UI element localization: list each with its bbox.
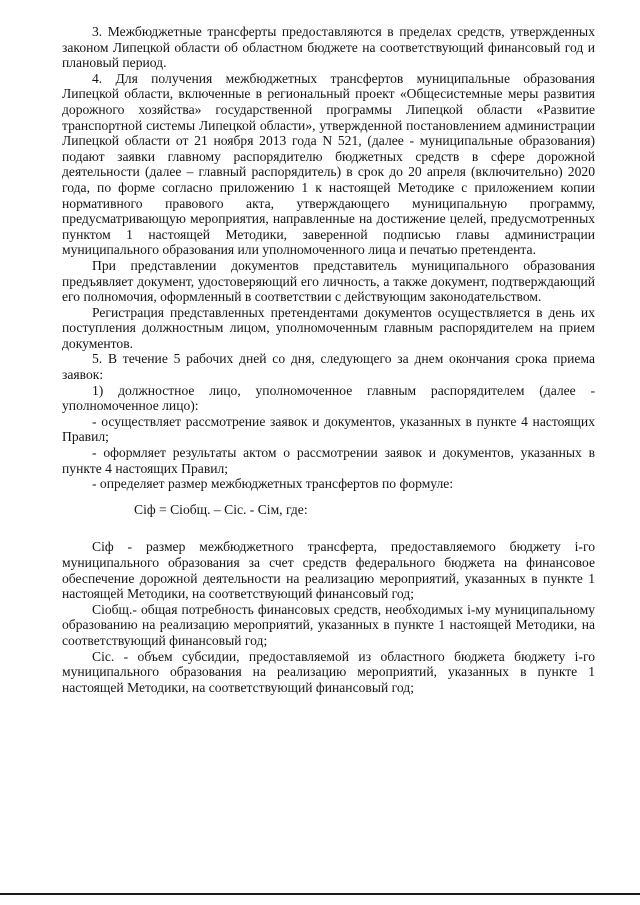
list-item-review-applications: - осуществляет рассмотрение заявок и документов, указанных в пункте 4 настоящих Правил;: [62, 413, 595, 445]
definition-cif: Ciф - размер межбюджетного трансферта, предоставляемого бюджету i-го муниципального образования за счет средств федерального бюджета на финансовое обеспечение дорожной деятельности на реализацию мероприятий, указанных в пункте 1 настоящей Методики, на соответствующий финансовый год;: [62, 539, 595, 602]
paragraph-registration: Регистрация представленных претендентами документов осуществляется в день их поступления должностным лицом, уполномоченным главным распорядителем на прием документов.: [62, 304, 595, 351]
paragraph-5-review-period: 5. В течение 5 рабочих дней со дня, следующего за днем окончания срока приема заявок:: [62, 351, 595, 383]
definition-cis: Ciс. - объем субсидии, предоставляемой из областного бюджета бюджету i-го муниципального образования на реализацию мероприятий, указанных в пункте 1 настоящей Методики, на соответствующий финансовый год;: [62, 648, 595, 695]
list-item-authorized-person: 1) должностное лицо, уполномоченное главным распорядителем (далее - уполномоченное лицо):: [62, 382, 595, 414]
list-item-determine-amount: - определяет размер межбюджетных трансфертов по формуле:: [92, 476, 454, 492]
paragraph-4-application-submission: 4. Для получения межбюджетных трансфертов муниципальные образования Липецкой области, включенные в региональный проект «Общесистемные меры развития дорожного хозяйства» государственной программы Липецкой области «Развитие транспортной системы Липецкой области», утвержденной постановлением администрации Липецкой области от 21 ноября 2013 года N 521, (далее - муниципальные образования) подают заявки главному распорядителю бюджетных средств в сфере дорожной деятельности (далее – главный распорядитель) в срок до 20 апреля (включительно) 2020 года, по форме согласно приложению 1 к настоящей Методике с приложением копии нормативного правового акта, утверждающего муниципальную программу, предусматривающую мероприятия, направленные на достижение целей, предусмотренных пунктом 1 настоящей Методики, заверенной подписью главы администрации муниципального образования или уполномоченного лица и печатью претендента.: [62, 70, 595, 258]
document-body: [62, 24, 595, 695]
paragraph-representative-documents: При представлении документов представитель муниципального образования предъявляет документ, удостоверяющий его личность, а также документ, подтверждающий его полномочия, оформленный в соответствии с действующим законодательством.: [62, 257, 595, 305]
paragraph-3-transfers-limit: 3. Межбюджетные трансферты предоставляются в пределах средств, утвержденных законом Липецкой области об областном бюджете на соответствующий финансовый год и плановый период.: [62, 24, 595, 71]
scan-bottom-edge-line: [0, 893, 640, 895]
transfer-formula: Ciф = Ciобщ. – Ciс. - Ciм, где:: [134, 501, 308, 517]
definition-ciobsch: Ciобщ.- общая потребность финансовых средств, необходимых i-му муниципальному образованию на реализацию мероприятий, указанных в пункте 1 настоящей Методики, на соответствующий финансовый год;: [62, 601, 595, 648]
list-item-record-results: - оформляет результаты актом о рассмотрении заявок и документов, указанных в пункте 4 настоящих Правил;: [62, 445, 595, 476]
